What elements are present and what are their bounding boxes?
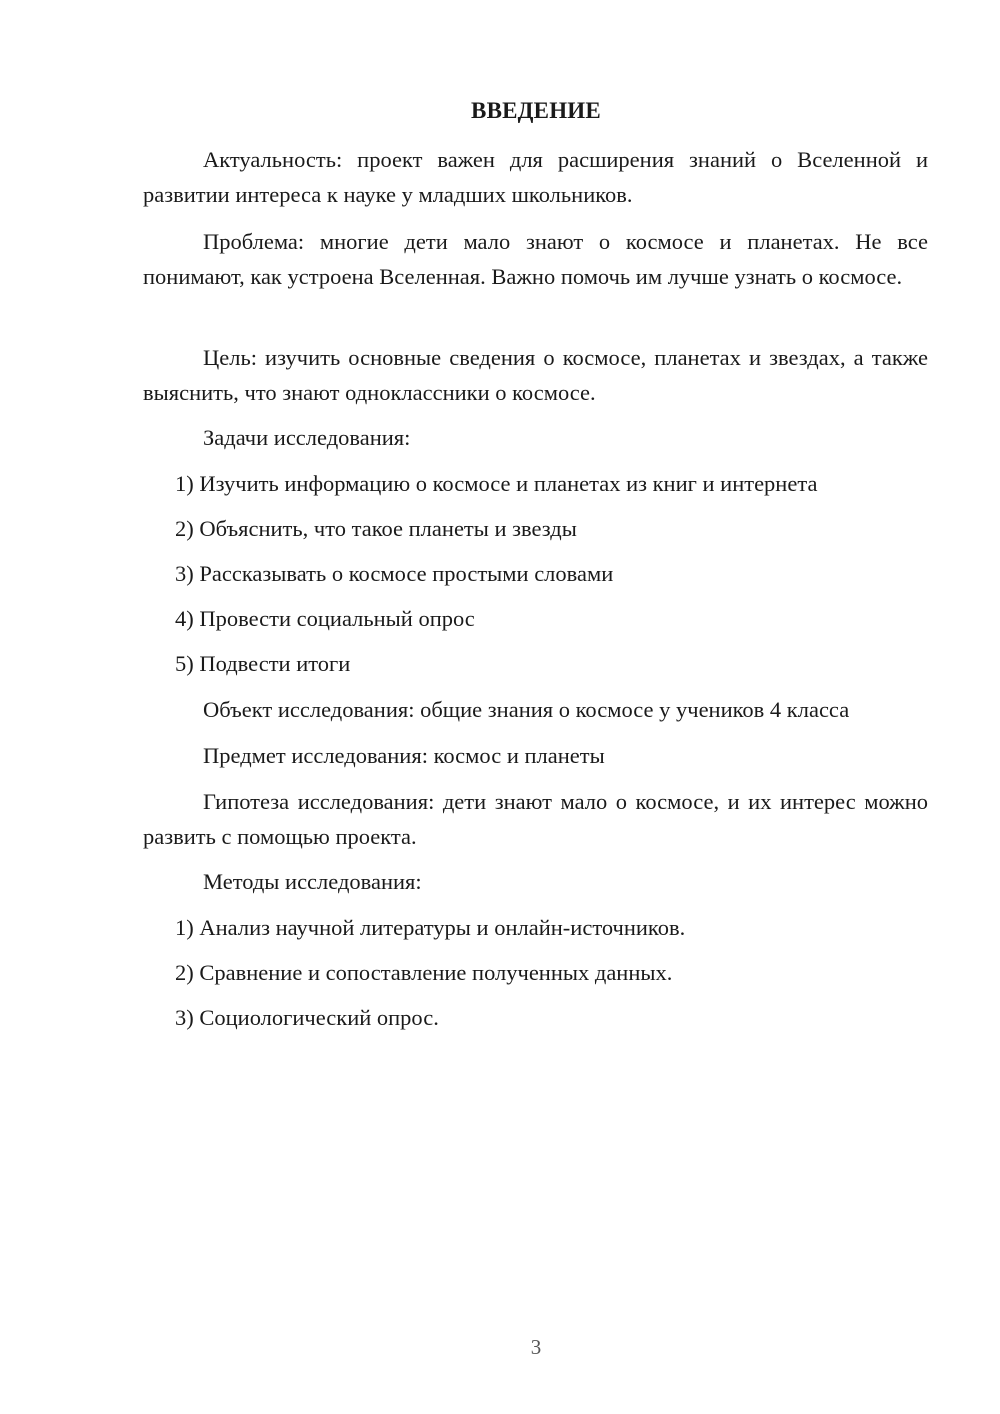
goal-paragraph: Цель: изучить основные сведения о космосе, планетах и звездах, а также выяснить, что знают одноклассники о космосе.: [143, 345, 928, 405]
method-item: 3) Социологический опрос.: [175, 1005, 439, 1030]
tasks-title: Задачи исследования:: [203, 425, 411, 450]
task-item: 1) Изучить информацию о космосе и планетах из книг и интернета: [175, 471, 818, 496]
research-subject: Предмет исследования: космос и планеты: [203, 743, 605, 768]
research-object: Объект исследования: общие знания о космосе у учеников 4 класса: [203, 697, 850, 722]
task-item: 5) Подвести итоги: [175, 651, 351, 676]
task-item: 4) Провести социальный опрос: [175, 606, 475, 631]
section-heading: ВВЕДЕНИЕ: [471, 98, 601, 123]
method-item: 2) Сравнение и сопоставление полученных данных.: [175, 960, 673, 985]
relevance-paragraph: Актуальность: проект важен для расширения знаний о Вселенной и развитии интереса к науке у младших школьников.: [143, 147, 928, 207]
page-number: 3: [530, 1335, 542, 1359]
method-item: 1) Анализ научной литературы и онлайн-источников.: [175, 915, 686, 940]
hypothesis-paragraph: Гипотеза исследования: дети знают мало о космосе, и их интерес можно развить с помощью проекта.: [143, 789, 928, 849]
problem-paragraph: Проблема: многие дети мало знают о космосе и планетах. Не все понимают, как устроена Вселенная. Важно помочь им лучше узнать о космосе.: [143, 229, 928, 289]
methods-title: Методы исследования:: [203, 869, 422, 894]
task-item: 3) Рассказывать о космосе простыми словами: [175, 561, 614, 586]
task-item: 2) Объяснить, что такое планеты и звезды: [175, 516, 577, 541]
